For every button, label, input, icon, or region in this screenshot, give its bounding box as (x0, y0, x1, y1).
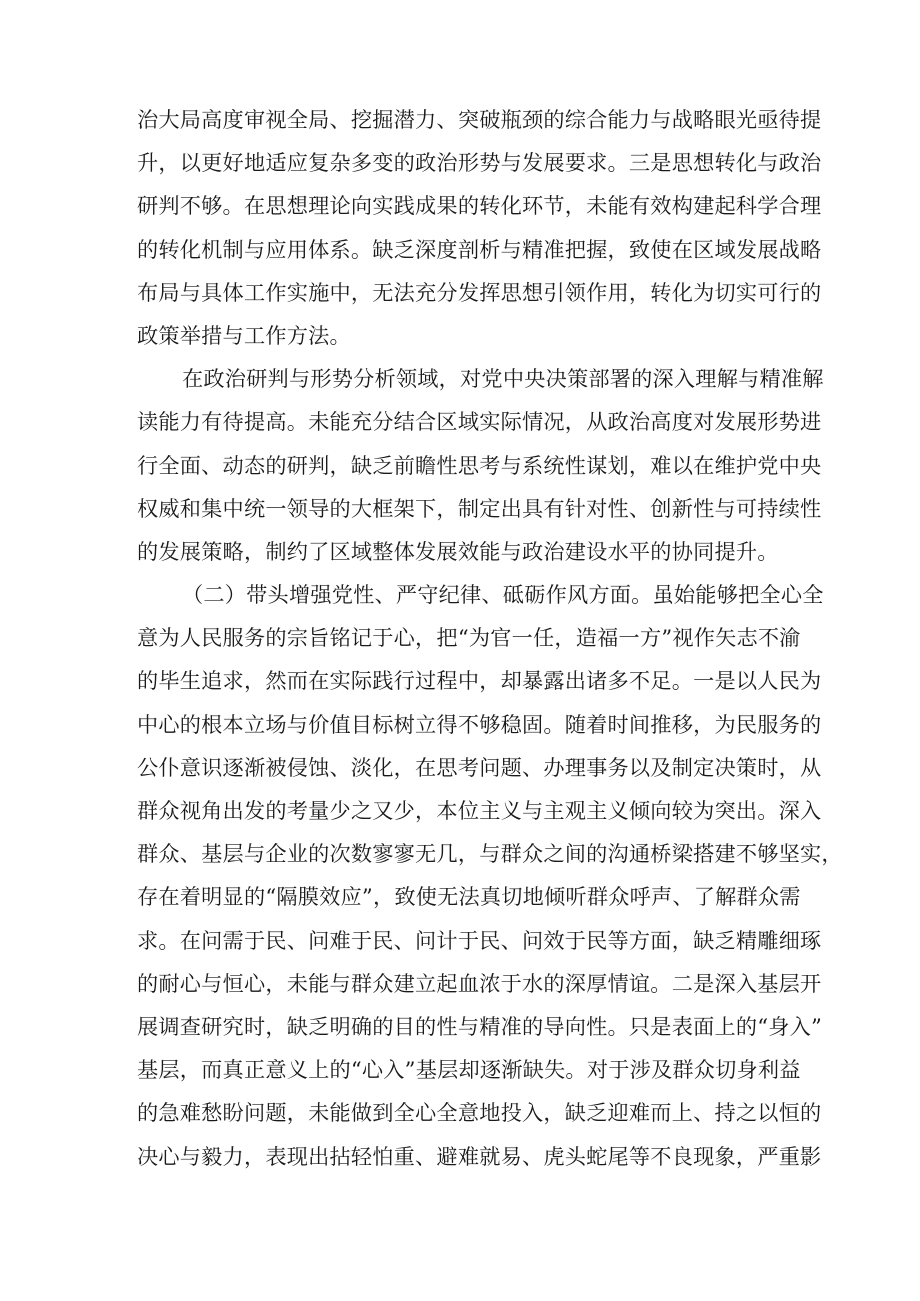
paragraph-line: 决心与毅力，表现出拈轻怕重、避难就易、虎头蛇尾等不良现象，严重影 (137, 1143, 822, 1169)
paragraph-line: 行全面、动态的研判，缺乏前瞻性思考与系统性谋划，难以在维护党中央 (137, 452, 822, 478)
paragraph-line: （二）带头增强党性、严守纪律、砥砺作风方面。虽始能够把全心全 (182, 582, 824, 608)
paragraph-line: 意为人民服务的宗旨铭记于心，把“为官一任，造福一方”视作矢志不渝 (137, 625, 801, 651)
paragraph-line: 的耐心与恒心，未能与群众建立起血浓于水的深厚情谊。二是深入基层开 (137, 970, 822, 996)
paragraph-line: 求。在问需于民、问难于民、问计于民、问效于民等方面，缺乏精雕细琢 (137, 927, 822, 953)
paragraph-line: 群众视角出发的考量少之又少，本位主义与主观主义倾向较为突出。深入 (137, 798, 822, 823)
paragraph-line: 展调查研究时，缺乏明确的目的性与精准的导向性。只是表面上的“身入” (137, 1013, 823, 1039)
paragraph-line: 基层，而真正意义上的“心入”基层却逐渐缺失。对于涉及群众切身利益 (137, 1057, 801, 1083)
paragraph-line: 的急难愁盼问题，未能做到全心全意地投入，缺乏迎难而上、持之以恒的 (137, 1100, 822, 1126)
paragraph-line: 权威和集中统一领导的大框架下，制定出具有针对性、创新性与可持续性 (137, 495, 822, 521)
paragraph-line: 读能力有待提高。未能充分结合区域实际情况，从政治高度对发展形势进 (137, 409, 822, 435)
paragraph-line: 中心的根本立场与价值目标树立得不够稳固。随着时间推移，为民服务的 (137, 711, 822, 737)
paragraph-line: 公仆意识逐渐被侵蚀、淡化，在思考问题、办理事务以及制定决策时，从 (137, 754, 822, 780)
paragraph-line: 升，以更好地适应复杂多变的政治形势与发展要求。三是思想转化与政治 (137, 150, 822, 176)
paragraph-line: 存在着明显的“隔膜效应”，致使无法真切地倾听群众呼声、了解群众需 (137, 884, 801, 910)
paragraph-line: 的转化机制与应用体系。缺乏深度剖析与精准把握，致使在区域发展战略 (137, 236, 822, 262)
paragraph-line: 研判不够。在思想理论向实践成果的转化环节，未能有效构建起科学合理 (137, 193, 822, 219)
paragraph-line: 布局与具体工作实施中，无法充分发挥思想引领作用，转化为切实可行的 (137, 279, 822, 305)
paragraph-line: 治大局高度审视全局、挖掘潜力、突破瓶颈的综合能力与战略眼光亟待提 (137, 107, 822, 132)
paragraph-line: 在政治研判与形势分析领域，对党中央决策部署的深入理解与精准解 (182, 366, 824, 392)
paragraph-line: 的毕生追求，然而在实际践行过程中，却暴露出诸多不足。一是以人民为 (137, 668, 822, 694)
paragraph-line: 群众、基层与企业的次数寥寥无几，与群众之间的沟通桥梁搭建不够坚实， (137, 841, 843, 867)
document-body (137, 98, 843, 1178)
paragraph-line: 的发展策略，制约了区域整体发展效能与政治建设水平的协同提升。 (137, 538, 779, 564)
paragraph-line: 政策举措与工作方法。 (137, 322, 351, 348)
